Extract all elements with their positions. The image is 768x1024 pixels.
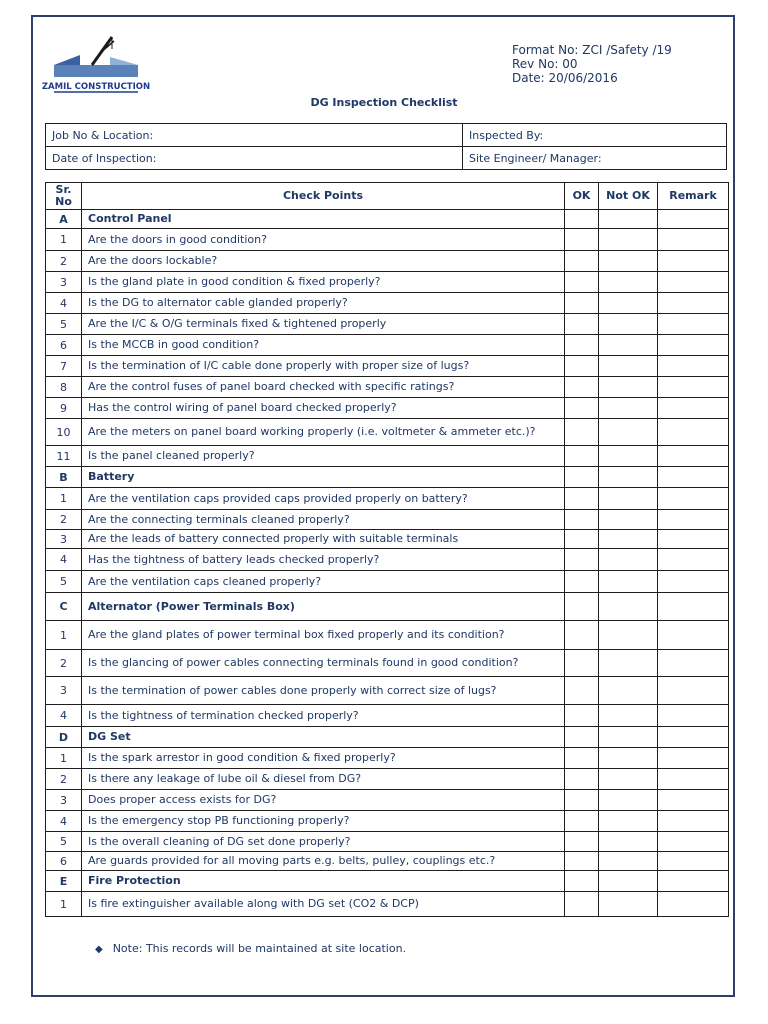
ok-cell[interactable] (565, 769, 599, 790)
remark-cell[interactable] (658, 419, 729, 446)
ok-header: OK (565, 183, 599, 210)
logo-text: ZAMIL CONSTRUCTION (41, 82, 151, 92)
checklist-row (46, 229, 729, 251)
ok-cell[interactable] (565, 593, 599, 621)
checklist-row (46, 377, 729, 398)
note-text: Note: This records will be maintained at site location. (112, 942, 407, 955)
sr-no-cell: 1 (46, 748, 82, 769)
sr-no-cell: 4 (46, 811, 82, 832)
ok-cell[interactable] (565, 229, 599, 251)
remark-cell[interactable] (658, 335, 729, 356)
check-point-text: Is fire extinguisher available along with DG set (CO2 & DCP) (82, 892, 565, 917)
sr-no-cell: A (46, 210, 82, 229)
job-location-field[interactable]: Job No & Location: (46, 124, 463, 147)
not-ok-cell[interactable] (599, 769, 658, 790)
remark-cell[interactable] (658, 571, 729, 593)
check-point-text: Is the glancing of power cables connecting terminals found in good condition? (82, 650, 565, 677)
check-point-text: Is the MCCB in good condition? (82, 335, 565, 356)
sr-no-cell: E (46, 871, 82, 892)
ok-cell[interactable] (565, 748, 599, 769)
sr-no-cell: 4 (46, 293, 82, 314)
section-row (46, 727, 729, 748)
section-row (46, 593, 729, 621)
remark-cell[interactable] (658, 314, 729, 335)
not-ok-cell[interactable] (599, 467, 658, 488)
ok-cell[interactable] (565, 356, 599, 377)
sr-no-cell: 5 (46, 571, 82, 593)
ok-cell[interactable] (565, 251, 599, 272)
ok-cell[interactable] (565, 446, 599, 467)
checklist-row (46, 446, 729, 467)
checklist-row (46, 488, 729, 510)
check-point-text: Is the DG to alternator cable glanded properly? (82, 293, 565, 314)
remark-cell[interactable] (658, 467, 729, 488)
page-title: DG Inspection Checklist (310, 96, 458, 109)
ok-cell[interactable] (565, 335, 599, 356)
not-ok-cell[interactable] (599, 832, 658, 852)
sr-no-cell: 5 (46, 832, 82, 852)
check-point-text: Does proper access exists for DG? (82, 790, 565, 811)
remark-cell[interactable] (658, 621, 729, 650)
checklist-row (46, 272, 729, 293)
company-logo (41, 35, 151, 97)
ok-cell[interactable] (565, 488, 599, 510)
sr-no-cell: 2 (46, 251, 82, 272)
sr-no-cell: 1 (46, 892, 82, 917)
not-ok-cell[interactable] (599, 419, 658, 446)
document-date: Date: 20/06/2016 (512, 71, 618, 85)
checklist-row (46, 510, 729, 530)
logo-roof-right (110, 57, 138, 65)
check-point-text: Are the connecting terminals cleaned properly? (82, 510, 565, 530)
ok-cell[interactable] (565, 727, 599, 748)
sr-no-cell: 3 (46, 790, 82, 811)
remark-cell[interactable] (658, 356, 729, 377)
sr-no-cell: D (46, 727, 82, 748)
site-engineer-field[interactable]: Site Engineer/ Manager: (463, 147, 727, 170)
sr-no-cell: 9 (46, 398, 82, 419)
check-point-text: Is the termination of power cables done properly with correct size of lugs? (82, 677, 565, 705)
ok-cell[interactable] (565, 705, 599, 727)
checklist-row (46, 832, 729, 852)
ok-cell[interactable] (565, 210, 599, 229)
ok-cell[interactable] (565, 571, 599, 593)
section-title: Battery (82, 467, 565, 488)
sr-no-cell: 2 (46, 510, 82, 530)
checklist-row (46, 650, 729, 677)
check-point-text: Is the tightness of termination checked properly? (82, 705, 565, 727)
check-points-header: Check Points (82, 183, 565, 210)
not-ok-cell[interactable] (599, 677, 658, 705)
not-ok-cell[interactable] (599, 571, 658, 593)
not-ok-cell[interactable] (599, 892, 658, 917)
remark-cell[interactable] (658, 832, 729, 852)
checklist-row (46, 677, 729, 705)
sr-no-cell: 2 (46, 650, 82, 677)
remark-cell[interactable] (658, 892, 729, 917)
logo-roof-left (54, 55, 80, 65)
footer-note (95, 942, 406, 955)
inspection-date-field[interactable]: Date of Inspection: (46, 147, 463, 170)
sr-no-cell: 3 (46, 272, 82, 293)
not-ok-cell[interactable] (599, 251, 658, 272)
remark-cell[interactable] (658, 871, 729, 892)
section-title: Fire Protection (82, 871, 565, 892)
revision-number: Rev No: 00 (512, 57, 578, 71)
sr-no-cell: 4 (46, 705, 82, 727)
checklist-row (46, 251, 729, 272)
not-ok-cell[interactable] (599, 871, 658, 892)
checklist-row (46, 769, 729, 790)
not-ok-cell[interactable] (599, 510, 658, 530)
sr-no-cell: 1 (46, 488, 82, 510)
remark-cell[interactable] (658, 852, 729, 871)
not-ok-cell[interactable] (599, 293, 658, 314)
remark-cell[interactable] (658, 272, 729, 293)
sr-no-header: Sr. No (46, 183, 82, 210)
section-row (46, 467, 729, 488)
remark-cell[interactable] (658, 377, 729, 398)
check-point-text: Has the tightness of battery leads checked properly? (82, 549, 565, 571)
remark-cell[interactable] (658, 293, 729, 314)
section-row (46, 871, 729, 892)
document-meta (512, 43, 672, 85)
remark-cell[interactable] (658, 769, 729, 790)
remark-cell[interactable] (658, 510, 729, 530)
checklist-row (46, 705, 729, 727)
diamond-bullet-icon: ◆ (95, 944, 103, 955)
remark-cell[interactable] (658, 677, 729, 705)
ok-cell[interactable] (565, 871, 599, 892)
not-ok-cell[interactable] (599, 650, 658, 677)
remark-cell[interactable] (658, 748, 729, 769)
remark-cell[interactable] (658, 650, 729, 677)
check-point-text: Are the doors in good condition? (82, 229, 565, 251)
sr-no-cell: 6 (46, 852, 82, 871)
sr-no-cell: 5 (46, 314, 82, 335)
not-ok-cell[interactable] (599, 811, 658, 832)
logo-building-band (54, 65, 138, 77)
remark-header: Remark (658, 183, 729, 210)
inspected-by-field[interactable]: Inspected By: (463, 124, 727, 147)
ok-cell[interactable] (565, 832, 599, 852)
check-point-text: Are guards provided for all moving parts e.g. belts, pulley, couplings etc.? (82, 852, 565, 871)
checklist-row (46, 748, 729, 769)
remark-cell[interactable] (658, 593, 729, 621)
checklist-row (46, 811, 729, 832)
checklist-row (46, 571, 729, 593)
check-point-text: Is there any leakage of lube oil & diesel from DG? (82, 769, 565, 790)
remark-cell[interactable] (658, 398, 729, 419)
ok-cell[interactable] (565, 272, 599, 293)
remark-cell[interactable] (658, 210, 729, 229)
not-ok-cell[interactable] (599, 705, 658, 727)
remark-cell[interactable] (658, 488, 729, 510)
not-ok-cell[interactable] (599, 272, 658, 293)
sr-no-cell: 1 (46, 621, 82, 650)
section-title: Alternator (Power Terminals Box) (82, 593, 565, 621)
checklist-row (46, 314, 729, 335)
ok-cell[interactable] (565, 377, 599, 398)
checklist-row (46, 892, 729, 917)
not-ok-cell[interactable] (599, 727, 658, 748)
not-ok-cell[interactable] (599, 210, 658, 229)
checklist-row (46, 530, 729, 549)
not-ok-cell[interactable] (599, 314, 658, 335)
inspection-info-table (45, 123, 727, 170)
check-point-text: Is the panel cleaned properly? (82, 446, 565, 467)
ok-cell[interactable] (565, 419, 599, 446)
check-point-text: Is the termination of I/C cable done properly with proper size of lugs? (82, 356, 565, 377)
not-ok-cell[interactable] (599, 748, 658, 769)
remark-cell[interactable] (658, 251, 729, 272)
check-point-text: Are the meters on panel board working properly (i.e. voltmeter & ammeter etc.)? (82, 419, 565, 446)
remark-cell[interactable] (658, 790, 729, 811)
checklist-row (46, 335, 729, 356)
not-ok-cell[interactable] (599, 549, 658, 571)
check-point-text: Are the leads of battery connected properly with suitable terminals (82, 530, 565, 549)
sr-no-cell: C (46, 593, 82, 621)
check-point-text: Are the ventilation caps cleaned properly? (82, 571, 565, 593)
checklist-row (46, 356, 729, 377)
ok-cell[interactable] (565, 650, 599, 677)
checklist-row (46, 790, 729, 811)
section-row (46, 210, 729, 229)
remark-cell[interactable] (658, 549, 729, 571)
checklist-row (46, 293, 729, 314)
ok-cell[interactable] (565, 314, 599, 335)
sr-no-cell: 1 (46, 229, 82, 251)
not-ok-cell[interactable] (599, 621, 658, 650)
ok-cell[interactable] (565, 677, 599, 705)
remark-cell[interactable] (658, 530, 729, 549)
sr-no-cell: 6 (46, 335, 82, 356)
check-point-text: Are the gland plates of power terminal box fixed properly and its condition? (82, 621, 565, 650)
sr-no-cell: 3 (46, 677, 82, 705)
not-ok-header: Not OK (599, 183, 658, 210)
checklist-row (46, 621, 729, 650)
not-ok-cell[interactable] (599, 530, 658, 549)
not-ok-cell[interactable] (599, 356, 658, 377)
ok-cell[interactable] (565, 549, 599, 571)
ok-cell[interactable] (565, 293, 599, 314)
ok-cell[interactable] (565, 892, 599, 917)
not-ok-cell[interactable] (599, 852, 658, 871)
not-ok-cell[interactable] (599, 790, 658, 811)
not-ok-cell[interactable] (599, 398, 658, 419)
remark-cell[interactable] (658, 727, 729, 748)
ok-cell[interactable] (565, 852, 599, 871)
remark-cell[interactable] (658, 705, 729, 727)
check-point-text: Is the emergency stop PB functioning properly? (82, 811, 565, 832)
not-ok-cell[interactable] (599, 335, 658, 356)
check-point-text: Is the spark arrestor in good condition & fixed properly? (82, 748, 565, 769)
sr-no-cell: B (46, 467, 82, 488)
sr-no-cell: 4 (46, 549, 82, 571)
ok-cell[interactable] (565, 510, 599, 530)
check-point-text: Are the control fuses of panel board checked with specific ratings? (82, 377, 565, 398)
checklist-body (46, 210, 729, 917)
not-ok-cell[interactable] (599, 446, 658, 467)
ok-cell[interactable] (565, 398, 599, 419)
ok-cell[interactable] (565, 621, 599, 650)
not-ok-cell[interactable] (599, 488, 658, 510)
checklist-header-row (46, 183, 729, 210)
check-point-text: Are the ventilation caps provided caps provided properly on battery? (82, 488, 565, 510)
not-ok-cell[interactable] (599, 377, 658, 398)
remark-cell[interactable] (658, 229, 729, 251)
section-title: DG Set (82, 727, 565, 748)
sr-no-cell: 2 (46, 769, 82, 790)
section-title: Control Panel (82, 210, 565, 229)
sr-no-cell: 3 (46, 530, 82, 549)
checklist-table (45, 182, 729, 917)
checklist-row (46, 398, 729, 419)
sr-no-cell: 10 (46, 419, 82, 446)
sr-no-cell: 7 (46, 356, 82, 377)
ok-cell[interactable] (565, 811, 599, 832)
remark-cell[interactable] (658, 446, 729, 467)
check-point-text: Is the overall cleaning of DG set done properly? (82, 832, 565, 852)
format-number: Format No: ZCI /Safety /19 (512, 43, 672, 57)
checklist-row (46, 852, 729, 871)
checklist-row (46, 419, 729, 446)
sr-no-cell: 11 (46, 446, 82, 467)
ok-cell[interactable] (565, 790, 599, 811)
sr-no-cell: 8 (46, 377, 82, 398)
check-point-text: Is the gland plate in good condition & fixed properly? (82, 272, 565, 293)
checklist-row (46, 549, 729, 571)
ok-cell[interactable] (565, 467, 599, 488)
not-ok-cell[interactable] (599, 229, 658, 251)
check-point-text: Has the control wiring of panel board checked properly? (82, 398, 565, 419)
check-point-text: Are the I/C & O/G terminals fixed & tightened properly (82, 314, 565, 335)
remark-cell[interactable] (658, 811, 729, 832)
check-point-text: Are the doors lockable? (82, 251, 565, 272)
ok-cell[interactable] (565, 530, 599, 549)
not-ok-cell[interactable] (599, 593, 658, 621)
